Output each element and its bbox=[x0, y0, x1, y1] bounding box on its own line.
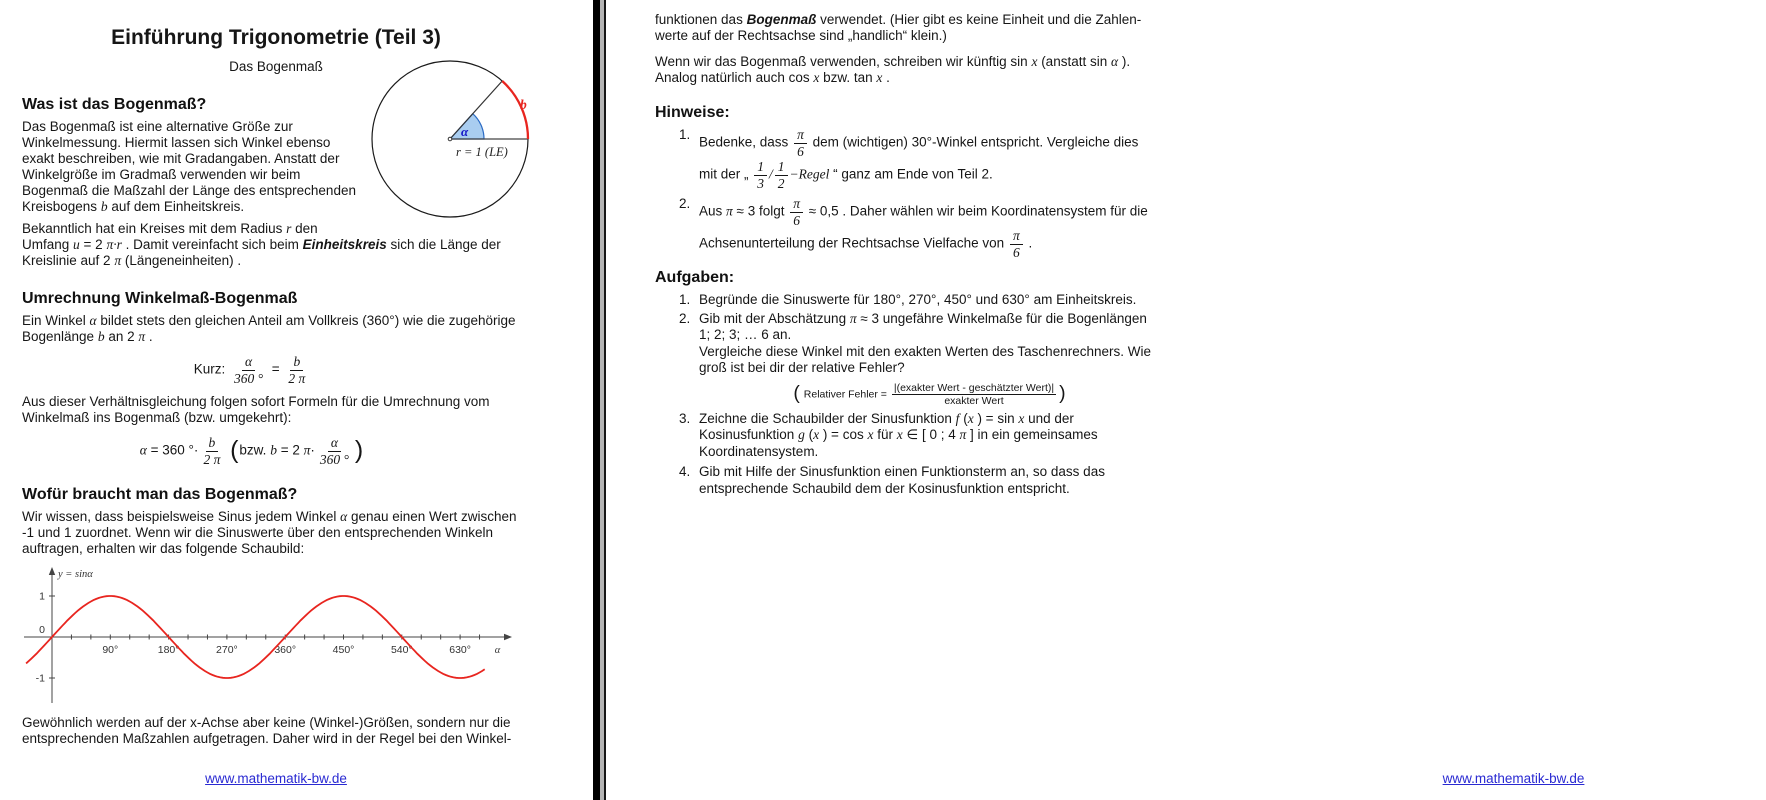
paragraph-verhaeltnisgleichung: Aus dieser Verhältnisgleichung folgen sofort Formeln für die Umrechnung vom Winkelmaß ins Bogenmaß (bzw. umgekehrt): bbox=[22, 394, 490, 426]
hint-2-text: Aus π ≈ 3 folgt $\frac{\pi}{6}$ ≈ 0,5 . Daher wählen wir beim Koordinatensystem für die Achsenunterteilung der Rechtsachse Vielfache von $\frac{\pi}{6}$ . bbox=[699, 196, 1148, 260]
footer-right bbox=[1261, 771, 1766, 787]
svg-text:630°: 630° bbox=[449, 644, 471, 657]
sine-curve-chart bbox=[22, 564, 522, 709]
formula-relativer-fehler: ( Relativer Fehler = $\frac{\text{|(exakter Wert - geschätzter Wert)|}}{\text{exakter Wert}}$ ) bbox=[793, 381, 1066, 407]
page-left bbox=[0, 0, 593, 800]
task-2-text-b: Vergleiche diese Winkel mit den exakten Werten des Taschenrechners. Wie groß ist bei dir der relative Fehler? bbox=[699, 343, 1151, 376]
hint-1-text: Bedenke, dass $\frac{\pi}{6}$ dem (wichtigen) 30°-Winkel entspricht. Vergleiche dies mit der „ $\frac{1}{3}$ / $\frac{1}{2}$ −Regel “ ganz am Ende von Teil 2. bbox=[699, 127, 1139, 191]
task-item-4 bbox=[655, 464, 1160, 497]
task-2-body bbox=[699, 311, 1160, 407]
paragraph-sin-x-notation: Wenn wir das Bogenmaß verwenden, schreiben wir künftig sin x (anstatt sin α ). Analog natürlich auch cos x bzw. tan x . bbox=[655, 54, 1131, 85]
heading-was-ist-das-bogenmass: Was ist das Bogenmaß? bbox=[22, 96, 207, 113]
paragraph-gewoehnlich: Gewöhnlich werden auf der x-Achse aber keine (Winkel-)Größen, sondern nur die entsprechenden Maßzahlen aufgetragen. Daher wird in der Regel bei den Winkel- bbox=[22, 715, 512, 747]
heading-aufgaben: Aufgaben: bbox=[655, 269, 735, 287]
formula-kurz-proportion: Kurz: $\frac{\alpha}{360 ^\circ}$ = $\frac{b}{2 \pi}$ bbox=[193, 354, 306, 386]
divider-black-bar bbox=[593, 0, 600, 800]
page-title: Einführung Trigonometrie (Teil 3) bbox=[111, 26, 441, 49]
task-4-number: 4. bbox=[679, 464, 691, 480]
heading-umrechnung: Umrechnung Winkelmaß-Bogenmaß bbox=[22, 290, 298, 307]
task-3-text: Zeichne die Schaubilder der Sinusfunktion f (x ) = sin x und der Kosinusfunktion g (x ) = cos x für x ∈ [ 0 ; 4 π ] in ein gemeinsames Koordinatensystem. bbox=[699, 410, 1098, 459]
arc-b-label: b bbox=[520, 97, 527, 112]
page-right bbox=[606, 0, 1585, 800]
task-3-number: 3. bbox=[679, 410, 691, 426]
page-divider bbox=[593, 0, 606, 800]
svg-text:270°: 270° bbox=[216, 644, 238, 657]
paragraph-winkel-anteil: Ein Winkel α bildet stets den gleichen Anteil am Vollkreis (360°) wie die zugehörige Bogenlänge b an 2 π . bbox=[22, 313, 516, 344]
task-item-1 bbox=[655, 292, 1160, 309]
hint-2-number: 2. bbox=[679, 196, 691, 212]
svg-text:1: 1 bbox=[39, 590, 45, 603]
paragraph-funktionen-bogenmass: funktionen das Bogenmaß verwendet. (Hier gibt es keine Einheit und die Zahlen-werte auf der Rechtsachse sind „handlich“ klein.) bbox=[655, 12, 1142, 43]
paragraph-einheitskreis: Bekanntlich hat ein Kreises mit dem Radius r den Umfang u = 2 π·r . Damit vereinfacht sich beim Einheitskreis sich die Länge der Kreislinie auf 2 π (Längeneinheiten) . bbox=[22, 221, 501, 268]
svg-text:540°: 540° bbox=[390, 644, 413, 657]
svg-text:y = sinα: y = sinα bbox=[58, 569, 93, 581]
svg-text:180°: 180° bbox=[157, 644, 180, 657]
svg-text:0: 0 bbox=[39, 624, 45, 637]
circle-center-dot bbox=[448, 137, 452, 141]
page-subtitle: Das Bogenmaß bbox=[229, 59, 323, 74]
svg-text:α: α bbox=[494, 645, 501, 657]
y-axis-arrow bbox=[49, 567, 55, 575]
svg-text:360°: 360° bbox=[274, 644, 297, 657]
paragraph-bogenmass-definition: Das Bogenmaß ist eine alternative Größe zur Winkelmessung. Hiermit lassen sich Winkel ebenso exakt beschreiben, wie mit Gradangaben. Anstatt der Winkelgröße im Gradmaß verwenden wir beim Bogenmaß die Maßzahl der Länge des entsprechenden Kreisbogens b auf dem Einheitskreis. bbox=[22, 119, 356, 214]
task-2-text-a: Gib mit der Abschätzung π ≈ 3 ungefähre Winkelmaße für die Bogenlängen 1; 2; 3; … 6 an. bbox=[699, 310, 1147, 343]
task-1-number: 1. bbox=[679, 292, 691, 308]
alpha-label: α bbox=[461, 124, 469, 139]
task-2-number: 2. bbox=[679, 310, 691, 326]
hint-1-number: 1. bbox=[679, 127, 691, 142]
formula-umrechnung: α = 360 °· $\frac{b}{2 \pi}$ (bzw. b = 2 π· $\frac{\alpha}{360 ^\circ}$ ) bbox=[139, 435, 364, 467]
footer-left bbox=[22, 771, 530, 787]
paragraph-sinus-werte: Wir wissen, dass beispielsweise Sinus jedem Winkel α genau einen Wert zwischen -1 und 1 zuordnet. Wenn wir die Sinuswerte über den entsprechenden Winkeln auftragen, erhalten wir das folgende Schaubild: bbox=[22, 509, 517, 557]
task-item-3 bbox=[655, 411, 1160, 461]
svg-text:450°: 450° bbox=[332, 644, 355, 657]
tasks-list bbox=[655, 292, 1160, 497]
svg-text:-1: -1 bbox=[35, 672, 45, 685]
task-item-2 bbox=[655, 311, 1160, 407]
x-axis-arrow bbox=[504, 634, 512, 640]
hint-item-2 bbox=[655, 196, 1160, 260]
radius-label: r = 1 (LE) bbox=[456, 145, 508, 159]
heading-wofuer-bogenmass: Wofür braucht man das Bogenmaß? bbox=[22, 486, 298, 504]
hints-list bbox=[655, 127, 1160, 260]
footer-link-left[interactable]: www.mathematik-bw.de bbox=[205, 771, 347, 786]
unit-circle-diagram bbox=[368, 59, 540, 221]
svg-text:90°: 90° bbox=[102, 644, 119, 657]
task-1-text: Begründe die Sinuswerte für 180°, 270°, 450° und 630° am Einheitskreis. bbox=[699, 292, 1137, 308]
task-4-text: Gib mit Hilfe der Sinusfunktion einen Funktionsterm an, so dass das entsprechende Schaubild dem der Kosinusfunktion entspricht. bbox=[699, 464, 1105, 496]
footer-link-right[interactable]: www.mathematik-bw.de bbox=[1442, 771, 1585, 786]
heading-hinweise: Hinweise: bbox=[655, 104, 730, 121]
hint-item-1 bbox=[655, 127, 1160, 191]
